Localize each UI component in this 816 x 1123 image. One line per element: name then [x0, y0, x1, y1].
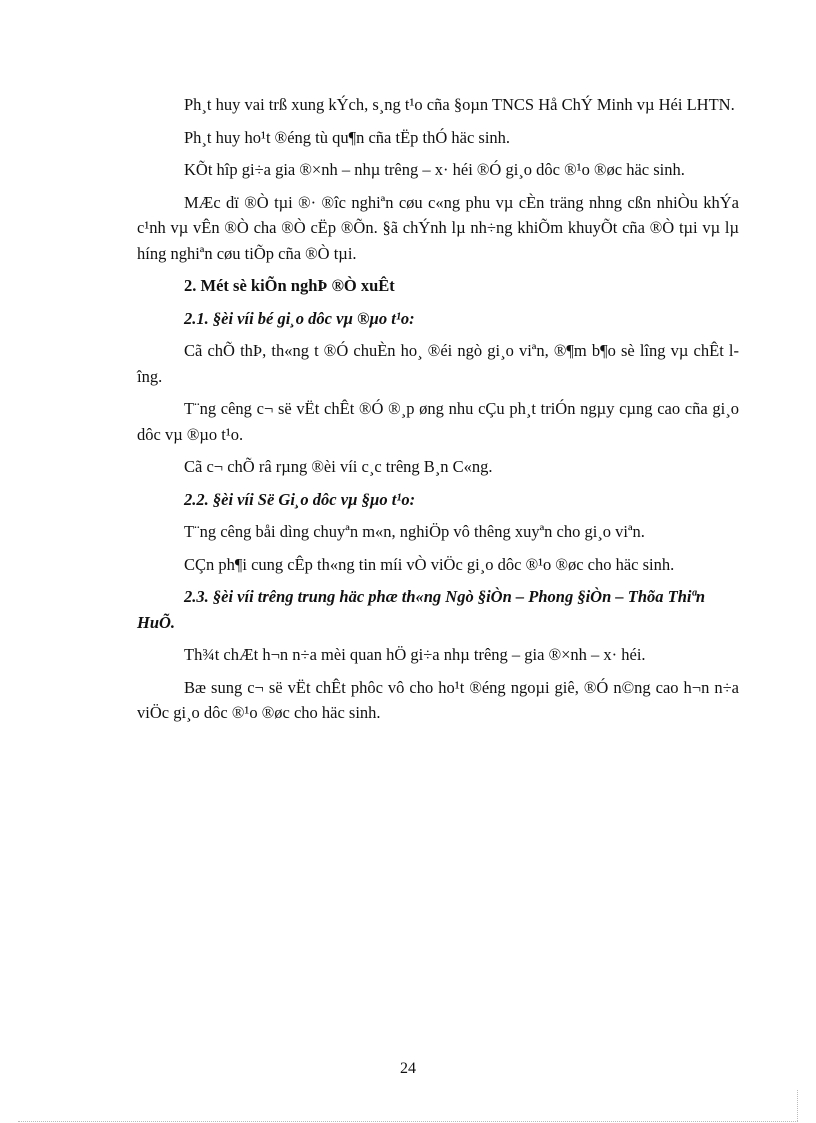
- subsection-heading: 2.2. §èi víi Së Gi¸o dôc vµ §µo t¹o:: [184, 489, 416, 509]
- body-paragraph: Th¾t chÆt h¬n n÷a mèi quan hÖ gi÷a nhµ trêng – gia ®×nh – x· héi.: [184, 645, 646, 664]
- body-paragraph: Bæ sung c¬ së vËt chÊt phôc vô cho ho¹t ®éng ngoµi giê, ®Ó n©ng cao h¬n n÷a viÖc gi¸o dôc ®¹o ®øc cho häc sinh.: [137, 677, 739, 722]
- body-paragraph: MÆc dï ®Ò tµi ®· ®îc nghiªn cøu c«ng phu vµ cÈn träng nhng cßn nhiÒu khÝa c¹nh vµ vÊn ®Ò cha ®Ò cËp ®Õn. §ã chÝnh lµ nh÷ng khiÕm khuyÕt cña ®Ò tµi vµ lµ híng nghiªn cøu tiÕp cña ®Ò tµi.: [137, 192, 739, 263]
- subsection-heading: 2.3. §èi víi trêng trung häc phæ th«ng Ngò §iÒn – Phong §iÒn – Thõa Thiªn HuÕ.: [137, 587, 706, 632]
- section-heading: 2. Mét sè kiÕn nghÞ ®Ò xuÊt: [184, 276, 395, 295]
- body-paragraph: Cã chÕ thÞ, th«ng t ®Ó chuÈn ho¸ ®éi ngò gi¸o viªn, ®¶m b¶o sè lîng vµ chÊt lîng.: [137, 341, 739, 386]
- page-body: [137, 92, 739, 733]
- subsection-heading: 2.1. §èi víi bé gi¸o dôc vµ ®µo t¹o:: [184, 308, 415, 328]
- body-paragraph: CÇn ph¶i cung cÊp th«ng tin míi vÒ viÖc gi¸o dôc ®¹o ®øc cho häc sinh.: [184, 554, 675, 574]
- body-paragraph: T¨ng cêng c¬ së vËt chÊt ®Ó ®¸p øng nhu cÇu ph¸t triÓn ngµy cµng cao cña gi¸o dôc vµ ®µo t¹o.: [137, 399, 739, 444]
- body-paragraph: Ph¸t huy ho¹t ®éng tù qu¶n cña tËp thÓ häc sinh.: [184, 127, 511, 147]
- page-bottom-border: [18, 1121, 798, 1122]
- body-paragraph: T¨ng cêng båi dìng chuyªn m«n, nghiÖp vô thêng xuyªn cho gi¸o viªn.: [184, 522, 645, 541]
- page-number: 24: [400, 1060, 416, 1077]
- body-paragraph: KÕt hîp gi÷a gia ®×nh – nhµ trêng – x· héi ®Ó gi¸o dôc ®¹o ®øc häc sinh.: [184, 160, 685, 179]
- body-paragraph: Cã c¬ chÕ râ rµng ®èi víi c¸c trêng B¸n C«ng.: [184, 457, 493, 476]
- page-right-border: [797, 1090, 798, 1121]
- body-paragraph: Ph¸t huy vai trß xung kÝch, s¸ng t¹o cña §oµn TNCS Hå ChÝ Minh vµ Héi LHTN.: [184, 95, 735, 114]
